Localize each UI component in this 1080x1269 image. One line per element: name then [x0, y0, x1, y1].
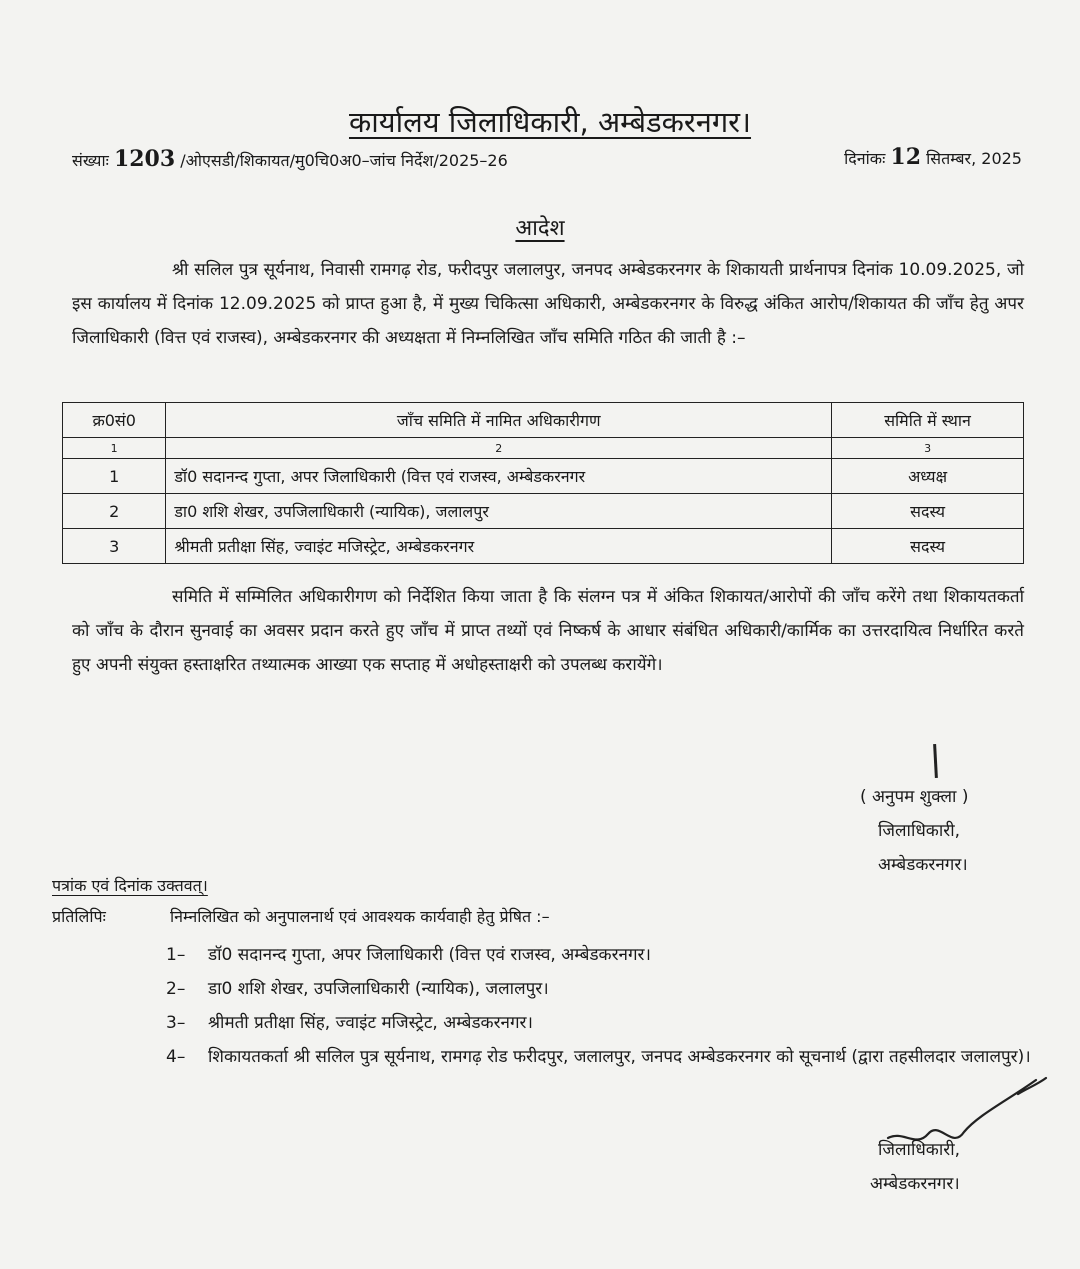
row-sno: 1: [63, 459, 166, 494]
copy-intro: निम्नलिखित को अनुपालनार्थ एवं आवश्यक कार्यवाही हेतु प्रेषित :–: [170, 907, 550, 926]
signatory-district: अम्बेडकरनगर।: [878, 855, 968, 875]
order-paragraph-1: श्री सलिल पुत्र सूर्यनाथ, निवासी रामगढ़ रोड, फरीदपुर जलालपुर, जनपद अम्बेडकरनगर के शिकायती प्रार्थनापत्र दिनांक 10.09.2025, जो इस कार्यालय में दिनांक 12.09.2025 को प्राप्त हुआ है, में मुख्य चिकित्सा अधिकारी, अम्बेडकरनगर के विरुद्ध अंकित आरोप/शिकायत की जाँच हेतु अपर जिलाधिकारी (वित्त एवं राजस्व), अम्बेडकरनगर की अध्यक्षता में निम्नलिखित जाँच समिति गठित की जाती है :–: [72, 260, 1024, 348]
column-number-row: [63, 438, 1024, 459]
list-item: [166, 938, 1036, 972]
order-paragraph-2: समिति में सम्मिलित अधिकारीगण को निर्देशित किया जाता है कि संलग्न पत्र में अंकित शिकायत/आरोपों की जाँच करेंगे तथा शिकायतकर्ता को जाँच के दौरान सुनवाई का अवसर प्रदान करते हुए जाँच में प्राप्त तथ्यों एवं निष्कर्ष के आधार संबंधित अधिकारी/कार्मिक का उत्तरदायित्व निर्धारित करते हुए अपनी संयुक्त हस्ताक्षरित तथ्यात्मक आख्या एक सप्ताह में अधोहस्ताक्षरी को उपलब्ध करायेंगे।: [72, 587, 1024, 675]
copy-label: प्रतिलिपिः: [52, 907, 106, 926]
list-item: [166, 1006, 1036, 1040]
row-officer: श्रीमती प्रतीक्षा सिंह, ज्वाइंट मजिस्ट्रेट, अम्बेडकरनगर: [166, 529, 832, 564]
header-position: समिति में स्थान: [832, 403, 1024, 438]
column-number: 2: [166, 438, 832, 459]
item-text: डा0 शशि शेखर, उपजिलाधिकारी (न्यायिक), जलालपुर।: [208, 979, 549, 999]
table-row: [63, 459, 1024, 494]
ref-suffix: /ओएसडी/शिकायत/मु0चि0अ0–जांच निर्देश/2025–26: [180, 151, 508, 170]
signatory-district: अम्बेडकरनगर।: [870, 1174, 960, 1194]
row-position: सदस्य: [832, 494, 1024, 529]
signatory-designation: जिलाधिकारी,: [878, 821, 961, 841]
item-text: शिकायतकर्ता श्री सलिल पुत्र सूर्यनाथ, रामगढ़ रोड फरीदपुर, जलालपुर, जनपद अम्बेडकरनगर को सूचनार्थ (द्वारा तहसीलदार जलालपुर)।: [208, 1047, 1031, 1067]
table-row: [63, 494, 1024, 529]
signature-block-2: [870, 1133, 960, 1201]
row-officer: डॉ0 सदानन्द गुप्ता, अपर जिलाधिकारी (वित्त एवं राजस्व, अम्बेडकरनगर: [166, 459, 832, 494]
date-day-handwritten: 12: [890, 144, 922, 170]
patrank-line: पत्रांक एवं दिनांक उक्तवत्।: [52, 876, 208, 895]
item-number: 3–: [166, 1013, 186, 1033]
column-number: 1: [63, 438, 166, 459]
signatory-name: ( अनुपम शुक्ला ): [860, 787, 969, 807]
reference-number: [72, 146, 508, 172]
ref-number-handwritten: 1203: [113, 146, 176, 172]
item-number: 4–: [166, 1047, 186, 1067]
signature-mark: [933, 744, 938, 778]
order-date: [844, 144, 1022, 170]
list-item: [166, 972, 1036, 1006]
table-row: [63, 529, 1024, 564]
item-number: 2–: [166, 979, 186, 999]
date-suffix: सितम्बर, 2025: [926, 149, 1022, 168]
date-prefix: दिनांकः: [844, 149, 886, 168]
office-title: कार्यालय जिलाधिकारी, अम्बेडकरनगर।: [348, 105, 752, 139]
column-number: 3: [832, 438, 1024, 459]
item-number: 1–: [166, 945, 186, 965]
header-officers: जाँच समिति में नामित अधिकारीगण: [166, 403, 832, 438]
row-sno: 2: [63, 494, 166, 529]
row-sno: 3: [63, 529, 166, 564]
committee-table: [62, 402, 1024, 564]
item-text: डॉ0 सदानन्द गुप्ता, अपर जिलाधिकारी (वित्त एवं राजस्व, अम्बेडकरनगर।: [208, 945, 651, 965]
ref-prefix: संख्याः: [72, 151, 109, 170]
signatory-designation: जिलाधिकारी,: [878, 1140, 961, 1160]
row-position: सदस्य: [832, 529, 1024, 564]
item-text: श्रीमती प्रतीक्षा सिंह, ज्वाइंट मजिस्ट्रेट, अम्बेडकरनगर।: [208, 1013, 533, 1033]
header-sno: क्र0सं0: [63, 403, 166, 438]
copy-recipient-list: [166, 938, 1036, 1074]
row-officer: डा0 शशि शेखर, उपजिलाधिकारी (न्यायिक), जलालपुर: [166, 494, 832, 529]
order-heading: आदेश: [515, 216, 565, 241]
row-position: अध्यक्ष: [832, 459, 1024, 494]
table-header-row: [63, 403, 1024, 438]
signature-block-1: [860, 780, 968, 882]
